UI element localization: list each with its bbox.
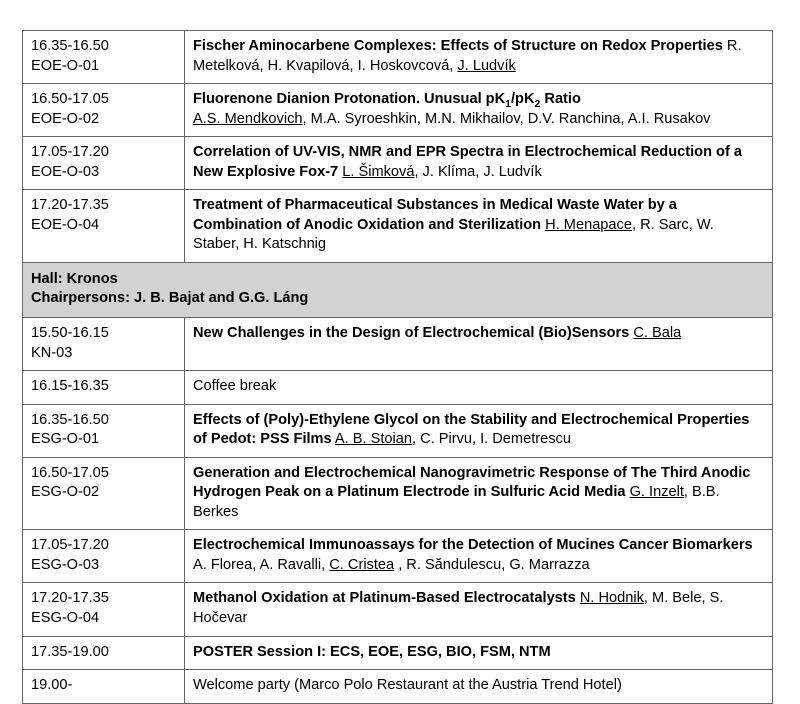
session-detail-cell xyxy=(185,84,773,137)
presenting-author: G. Inzelt xyxy=(629,484,684,501)
title-part-b: /pK xyxy=(510,91,535,108)
talk-title: Generation and Electrochemical Nanogravimetric Response of The Third Anodic Hydrogen Peak on a Platinum Electrode in Sulfuric Acid Media xyxy=(193,464,751,501)
entry-text: Coffee break xyxy=(193,378,277,395)
session-detail-cell xyxy=(185,137,773,190)
talk-title: New Challenges in the Design of Electrochemical (Bio)Sensors xyxy=(193,325,630,342)
session-detail-cell xyxy=(185,457,773,530)
session-detail-cell xyxy=(185,190,773,263)
time-slot: 16.15-16.35 xyxy=(31,378,109,395)
presenting-author: H. Menapace xyxy=(545,216,632,233)
presenting-author: J. Ludvík xyxy=(457,57,516,74)
session-code: EOE-O-02 xyxy=(31,110,100,127)
time-code-cell xyxy=(23,404,185,457)
session-header-row xyxy=(23,262,773,317)
table-row xyxy=(23,190,773,263)
table-row xyxy=(23,636,773,670)
session-header-cell xyxy=(23,262,773,317)
time-slot: 16.35-16.50 xyxy=(31,411,109,428)
table-row xyxy=(23,530,773,583)
time-slot: 17.05-17.20 xyxy=(31,144,109,161)
session-detail-cell xyxy=(185,318,773,371)
coauthors-after: , C. Pirvu, I. Demetrescu xyxy=(411,431,571,448)
time-slot: 15.50-16.15 xyxy=(31,325,109,342)
table-row xyxy=(23,137,773,190)
time-slot: 16.35-16.50 xyxy=(31,38,109,54)
coauthors-after: , M. Bele, S. Hočevar xyxy=(193,590,724,627)
table-row xyxy=(23,583,773,636)
chairpersons-label: Chairpersons: J. B. Bajat and G.G. Láng xyxy=(31,290,309,307)
talk-title: Correlation of UV-VIS, NMR and EPR Spectra in Electrochemical Reduction of a New Explosive Fox-7 xyxy=(193,144,742,180)
entry-text: POSTER Session I: ECS, EOE, ESG, BIO, FSM, NTM xyxy=(193,643,551,660)
presenting-author: A. B. Stoian xyxy=(334,431,412,448)
subscript-two: 2 xyxy=(534,98,541,110)
session-detail-cell xyxy=(185,530,773,583)
session-code: ESG-O-04 xyxy=(31,610,100,627)
presenting-author: C. Bala xyxy=(633,325,682,342)
time-code-cell xyxy=(23,190,185,263)
session-detail-cell xyxy=(185,31,773,84)
entry-text: Welcome party (Marco Polo Restaurant at the Austria Trend Hotel) xyxy=(193,677,622,694)
session-code: ESG-O-03 xyxy=(31,556,100,573)
presenting-author: A.S. Mendkovich xyxy=(193,110,303,127)
time-slot: 16.50-17.05 xyxy=(31,91,109,108)
session-detail-cell xyxy=(185,636,773,670)
session-code: ESG-O-01 xyxy=(31,431,100,448)
time-code-cell xyxy=(23,670,185,704)
session-detail-cell xyxy=(185,583,773,636)
coauthors-before: A. Florea, A. Ravalli, xyxy=(193,556,330,573)
coauthors-after: , M.A. Syroeshkin, M.N. Mikhailov, D.V. Ranchina, A.I. Rusakov xyxy=(302,110,711,127)
time-code-cell xyxy=(23,530,185,583)
table-row xyxy=(23,31,773,84)
talk-title: Treatment of Pharmaceutical Substances in Medical Waste Water by a Combination of Anodic Oxidation and Sterilization xyxy=(193,197,677,233)
time-code-cell xyxy=(23,137,185,190)
time-slot: 17.20-17.35 xyxy=(31,197,109,214)
time-slot: 17.05-17.20 xyxy=(31,537,109,554)
subscript-one: 1 xyxy=(505,98,511,110)
time-slot: 16.50-17.05 xyxy=(31,464,109,481)
conference-schedule-table xyxy=(22,30,773,704)
coauthors-after: , J. Klíma, J. Ludvík xyxy=(414,163,542,180)
session-code: ESG-O-02 xyxy=(31,484,100,501)
time-slot: 17.35-19.00 xyxy=(31,643,109,660)
time-code-cell xyxy=(23,371,185,405)
coauthors-before: R. Metelková, H. Kvapilová, I. Hoskovcová, xyxy=(193,38,742,74)
table-row xyxy=(23,404,773,457)
presenting-author: C. Cristea xyxy=(329,556,395,573)
table-row xyxy=(23,318,773,371)
table-row xyxy=(23,371,773,405)
talk-title: Effects of (Poly)-Ethylene Glycol on the Stability and Electrochemical Properties of Pedot: PSS Films xyxy=(193,411,750,448)
table-row xyxy=(23,457,773,530)
time-code-cell xyxy=(23,457,185,530)
session-code: EOE-O-01 xyxy=(31,57,100,74)
session-code: KN-03 xyxy=(31,344,73,361)
time-slot: 19.00- xyxy=(31,677,73,694)
session-detail-cell xyxy=(185,404,773,457)
talk-title: Methanol Oxidation at Platinum-Based Electrocatalysts xyxy=(193,590,576,607)
time-code-cell xyxy=(23,318,185,371)
session-detail-cell xyxy=(185,670,773,704)
session-code: EOE-O-04 xyxy=(31,216,100,233)
title-part-a: Fluorenone Dianion Protonation. Unusual pK xyxy=(193,91,506,108)
time-slot: 17.20-17.35 xyxy=(31,590,109,607)
time-code-cell xyxy=(23,84,185,137)
presenting-author: L. Šimková xyxy=(342,163,415,180)
coauthors-after: , R. Săndulescu, G. Marrazza xyxy=(394,556,590,573)
coauthors-after: , B.B. Berkes xyxy=(193,484,720,520)
time-code-cell xyxy=(23,583,185,636)
schedule-container xyxy=(22,30,773,704)
talk-title xyxy=(193,91,581,110)
presenting-author: N. Hodnik xyxy=(579,590,644,607)
session-detail-cell xyxy=(185,371,773,405)
hall-label: Hall: Kronos xyxy=(31,270,118,287)
title-part-c: Ratio xyxy=(540,91,581,108)
talk-title: Fischer Aminocarbene Complexes: Effects of Structure on Redox Properties xyxy=(193,38,723,54)
time-code-cell xyxy=(23,31,185,84)
table-row xyxy=(23,84,773,137)
table-row xyxy=(23,670,773,704)
coauthors-after: , R. Sarc, W. Staber, H. Katschnig xyxy=(193,216,714,253)
session-code: EOE-O-03 xyxy=(31,163,100,180)
time-code-cell xyxy=(23,636,185,670)
talk-title: Electrochemical Immunoassays for the Detection of Mucines Cancer Biomarkers xyxy=(193,537,753,554)
